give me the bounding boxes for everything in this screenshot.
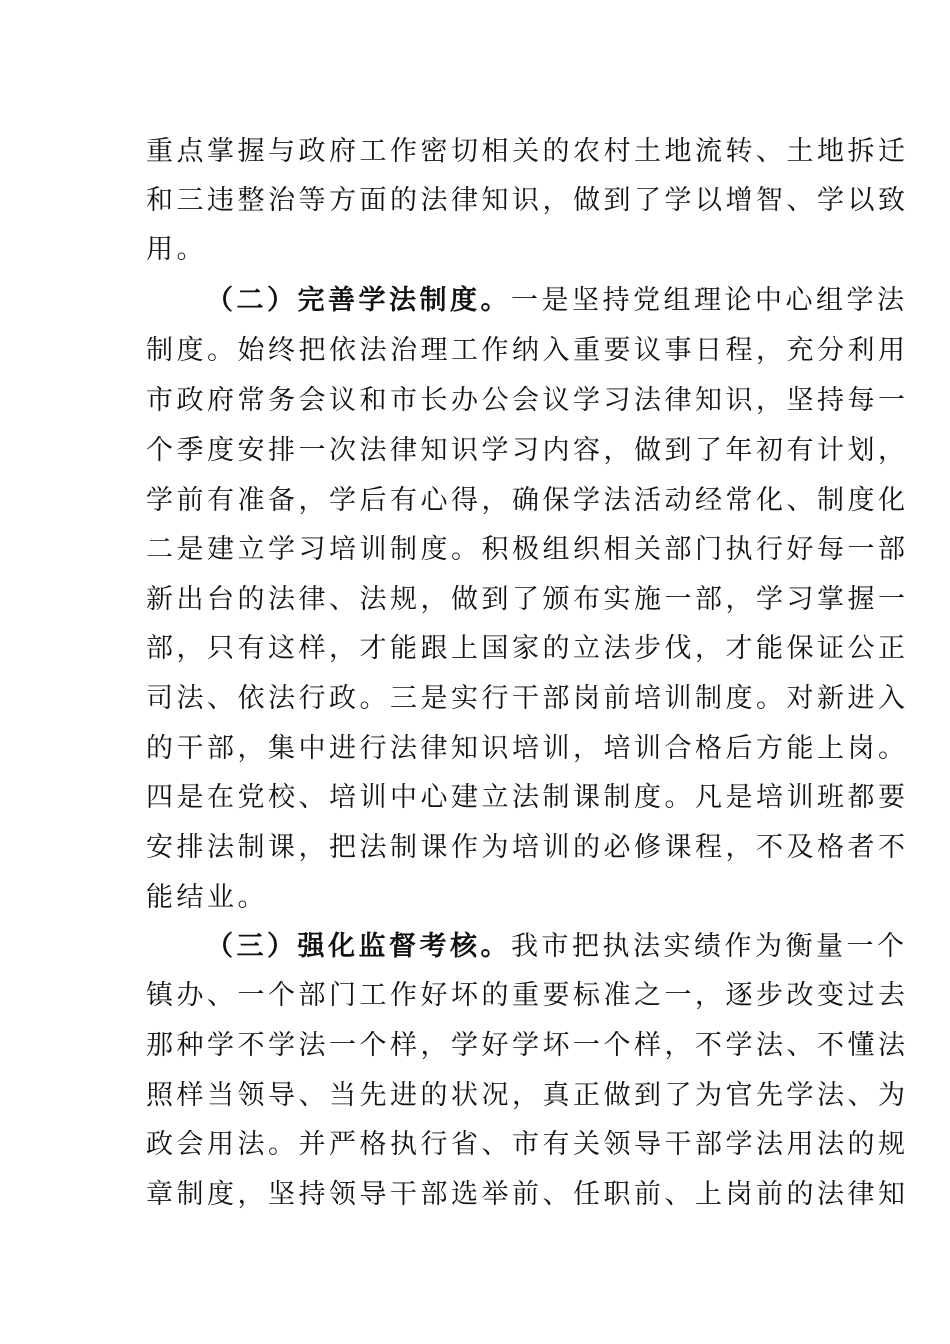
- paragraph-2-line: 司法、依法行政。三是实行干部岗前培训制度。对新进入: [146, 683, 909, 714]
- paragraph-1-line-3: 用。: [146, 234, 207, 265]
- paragraph-2-first-line-text: 一是坚持党组理论中心组学法: [511, 285, 908, 316]
- section-heading-2: （二）完善学法制度。: [206, 285, 511, 316]
- paragraph-3-line: 那种学不学法一个样，学好学坏一个样，不学法、不懂法: [146, 1030, 909, 1061]
- paragraph-2-line: 个季度安排一次法律知识学习内容，做到了年初有计划，: [146, 435, 909, 466]
- paragraph-3-first-line: [146, 930, 908, 964]
- paragraph-3-line: 照样当领导、当先进的状况，真正做到了为官先学法、为: [146, 1080, 909, 1111]
- paragraph-2-first-line: [146, 284, 908, 318]
- paragraph-2-line: 制度。始终把依法治理工作纳入重要议事日程，充分利用: [146, 335, 909, 366]
- paragraph-2-line: 安排法制课，把法制课作为培训的必修课程，不及格者不: [146, 832, 909, 863]
- paragraph-3-line: 政会用法。并严格执行省、市有关领导干部学法用法的规: [146, 1129, 909, 1160]
- paragraph-3-line: 镇办、一个部门工作好坏的重要标准之一，逐步改变过去: [146, 980, 909, 1011]
- paragraph-2-line: 部，只有这样，才能跟上国家的立法步伐，才能保证公正: [146, 633, 909, 664]
- paragraph-3-line: 章制度，坚持领导干部选举前、任职前、上岗前的法律知: [146, 1179, 909, 1210]
- paragraph-2-line: 新出台的法律、法规，做到了颁布实施一部，学习掌握一: [146, 584, 909, 615]
- paragraph-1-line-2: 和三违整治等方面的法律知识，做到了学以增智、学以致: [146, 185, 909, 216]
- paragraph-2-line: 二是建立学习培训制度。积极组织相关部门执行好每一部: [146, 534, 909, 565]
- paragraph-2-line: 能结业。: [146, 882, 268, 913]
- paragraph-2-line: 学前有准备，学后有心得，确保学法活动经常化、制度化: [146, 485, 909, 516]
- paragraph-2-line: 四是在党校、培训中心建立法制课制度。凡是培训班都要: [146, 782, 909, 813]
- paragraph-2-line: 市政府常务会议和市长办公会议学习法律知识，坚持每一: [146, 385, 909, 416]
- paragraph-2-line: 的干部，集中进行法律知识培训，培训合格后方能上岗。: [146, 733, 909, 764]
- section-heading-3: （三）强化监督考核。: [206, 931, 511, 962]
- paragraph-3-first-line-text: 我市把执法实绩作为衡量一个: [511, 931, 908, 962]
- paragraph-1-line-1: 重点掌握与政府工作密切相关的农村土地流转、土地拆迁: [146, 136, 909, 167]
